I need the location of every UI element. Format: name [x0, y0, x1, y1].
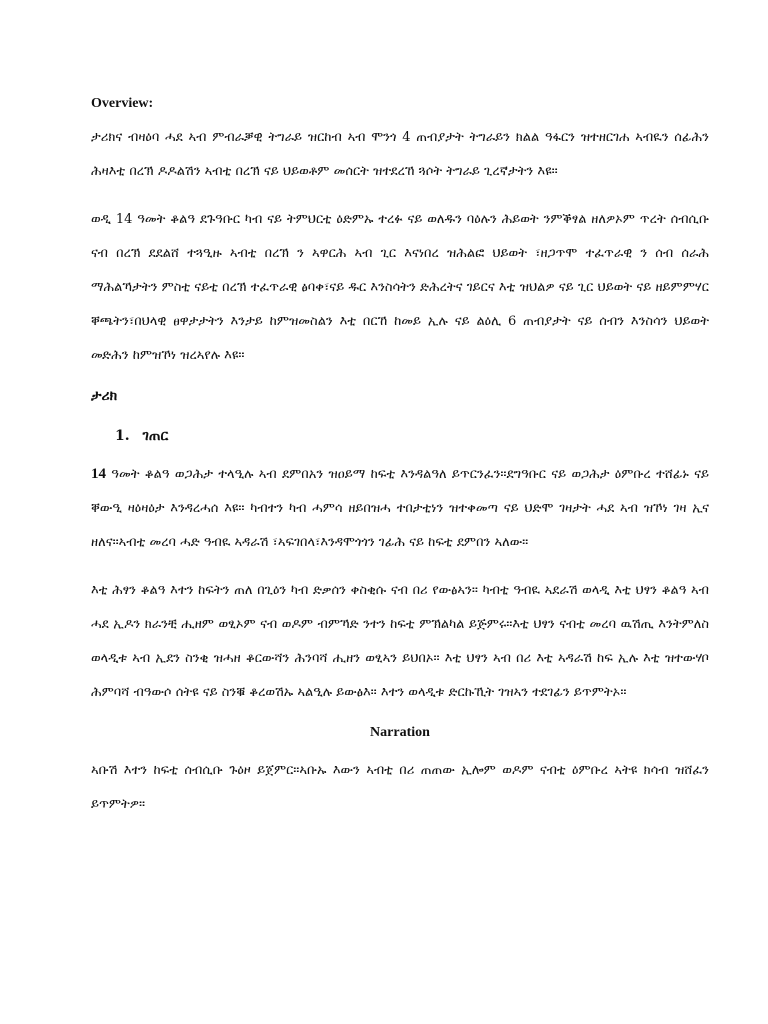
history-paragraph-1-text: ዓመት ቆልዓ ወጋሕታ ተላዒሉ ኣብ ደምበአን ዝዐይማ ከፍቲ እንዳልዓለ ይጥርንፈን።ደግዓቡር ናይ ወጋሕታ ዕምቡረ ተሸፊኑ ናይ ቐውዒ ዛዕዛዕታ እንዳረሓሰ እዩ። ካብተን ካብ ሓምሳ ዘይበዝሓ ተበታቲነን ዝተቀመጣ ናይ ህድሞ ገዛታት ሓደ ኣብ ዝኾነ ገዛ ኢና ዘለና።ኣብቲ መረባ ሓድ ዓብዪ ኣዳራሽ ፣ኣፍገበላ፣እንዳሞጎጎን ገፊሕ ናይ ከፍቲ ደምበን ኣለው። [91, 467, 709, 550]
list-item-title: ገጠር [142, 428, 169, 444]
narration-paragraph: ኣቡሽ እተን ከፍቲ ሰብሲቡ ጉዕዞ ይጀምር።ኣቡኡ እውን ኣብቲ በሪ ጠጠው ኢሎም ወዶም ናብቲ ዕምቡረ ኣትዩ ክሳብ ዝሸፈን ይጥምትዎ። [91, 763, 709, 812]
narration-title: Narration [370, 725, 430, 740]
history-paragraph-2: እቲ ሕፃን ቆልዓ እተን ከፍትን ጠለ በጊዕን ካብ ድቃሰን ቀስቂሱ ናብ በሪ የውፅኣን። ካብቲ ዓብዪ ኣደራሽ ወላዲ እቲ ህፃን ቆልዓ ኣብ ሓደ ኢዶን ክራንቺ ሒዘም ወፂኦም ናብ ወዶም ብምኻድ ንተን ከፍቲ ምኽልካል ይጅምሩ።እቲ ህፃን ናብቲ መረባ ዉሽጢ እንትምለስ ወላዲቱ ኣብ ኢደን ስንቂ ዝሓዘ ቆርውሻን ሕንባሻ ሒዘን ወፂኣን ይህበኦ። እቲ ህፃን ኣብ በሪ እቲ ኣዳራሽ ከፍ ኢሉ እቲ ዝተውሃቦ ሕምባሻ ብዓውሶ ሰትዩ ናይ ስንቑ ቆረወሽኡ ኣልዒሉ ይውፅእ። እተን ወላዲቱ ድርኩኺት ገዝኣን ተደገፊን ይጥምትኦ። [91, 583, 709, 700]
history-title: ታሪክ [91, 388, 118, 404]
list-number: 1. [115, 428, 130, 444]
overview-paragraph-2: ወዲ 14 ዓመት ቆልዓ ደጉዓቡር ካብ ናይ ትምህርቲ ዕድምኡ ተረፉ ናይ ወለዱን ባዕሉን ሕይወት ንምቕፃል ዘለዎኦም ጥረት ሰብሲቡ ናብ በረኽ ደደልሸ ተጓዒዙ ኣብቲ በረኽ ን ኣዋርሕ ኣብ ጊር እናነበረ ዝሕልፎ ህይወት ፣ዘጋጥሞ ተፈጥራዊ ን ሰብ ሰራሕ ማሕልኻታትን ምስቲ ናይቲ በረኽ ተፈጥራዊ ፅባቀ፣ናይ ዱር እንስሳትን ድሕረትና ገይርና እቲ ዝህልዎ ናይ ጊር ህይወት ናይ ዘይምምሃር ቐጫትን፣በህላዊ ፀዋታታትን እንታይ ከምዝመስልን እቲ በርኸ ከመይ ኢሉ ናይ ልዕሊ 6 ጠብያታት ናይ ሰብን እንስሳን ህይወት መድሕን ከምዝኾነ ዝረኣየሉ እዩ። [91, 212, 709, 363]
history-paragraph-1 [91, 457, 709, 560]
overview-paragraph-1: ታሪክና ብዛዕባ ሓደ ኣብ ምብራቓዊ ትግራይ ዝርከብ ኣብ ሞንጎ 4 ጠብያታት ትግራይን ክልል ዓፋርን ዝተዘርገሐ ኣብዪን ሰፊሕን ሕዛእቲ በረኽ ዶዶልሽን ኣብቲ በረኽ ናይ ህይወቶም መሰርት ዝተደረኸ ጓሶት ትግራይ ጊረኛታትን እዩ። [91, 130, 709, 179]
lead-number: 14 [91, 466, 106, 482]
spacer [91, 189, 709, 203]
overview-heading: Overview: [91, 96, 154, 111]
numbered-heading [115, 419, 709, 453]
spacer [91, 560, 709, 574]
